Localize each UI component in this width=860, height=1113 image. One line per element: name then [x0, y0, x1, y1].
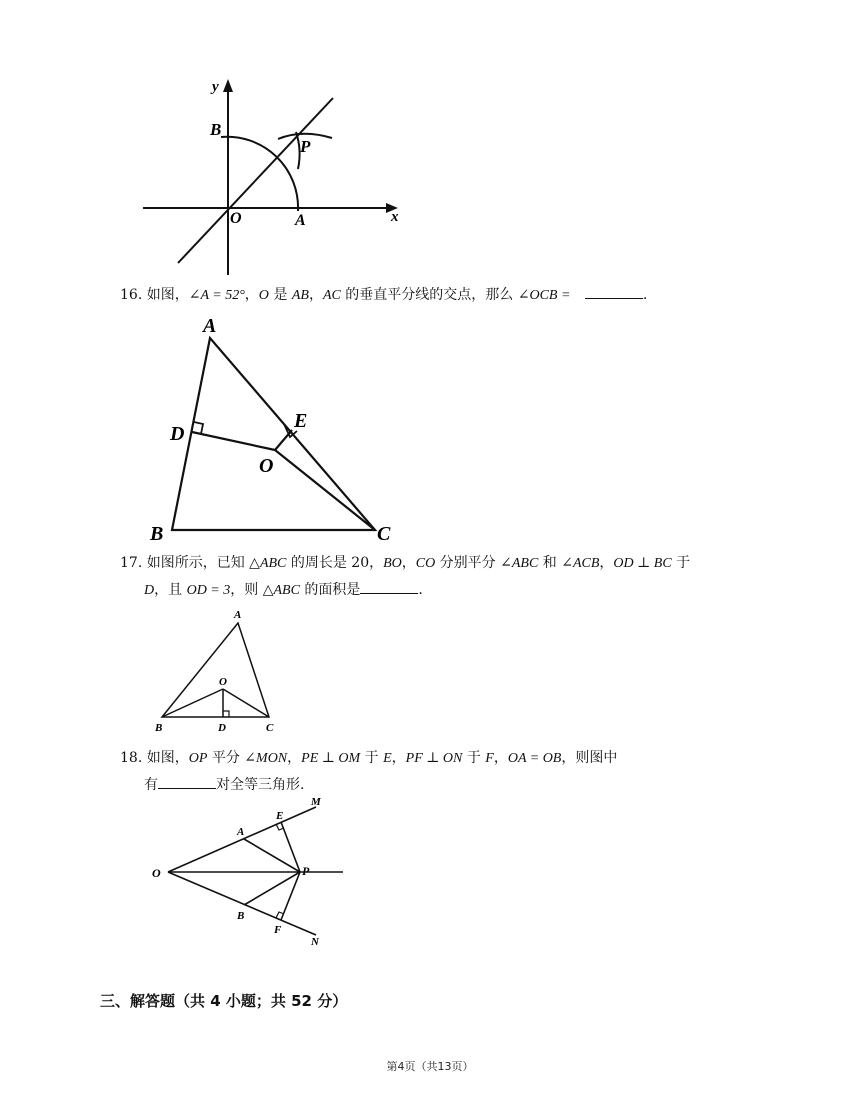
figure-18-angle-bisector [148, 795, 358, 950]
text: 平分 [207, 750, 245, 766]
segment-BP [244, 872, 300, 905]
segment-DO [192, 432, 275, 450]
text: 于 [360, 750, 384, 766]
text: 的面积是 [299, 582, 361, 598]
text: 对全等三角形. [216, 777, 305, 793]
math: PE ⊥ OM [301, 751, 361, 766]
segment-EO [275, 430, 292, 450]
label-O: O [219, 676, 227, 688]
text: 的垂直平分线的交点，那么 [340, 287, 518, 303]
label-B: B [237, 910, 245, 922]
text: 是 [268, 287, 292, 303]
math: BO [383, 556, 402, 571]
math: D [144, 583, 155, 598]
segment-BO [162, 689, 223, 717]
text: . [642, 287, 648, 303]
label-A: A [203, 315, 217, 337]
label-O: O [230, 210, 242, 227]
math: ∠ABC [500, 556, 539, 571]
math: △ABC [249, 556, 287, 571]
label-E: E [276, 810, 284, 822]
answer-blank[interactable] [158, 773, 216, 789]
label-E: E [294, 410, 308, 432]
label-A: A [295, 212, 306, 229]
text: 于 [462, 750, 486, 766]
question-number: 16. [120, 287, 143, 303]
text: 如图所示，已知 [146, 555, 250, 571]
math: OD ⊥ BC [613, 556, 672, 571]
text: 有 [144, 777, 158, 793]
right-angle-D [223, 711, 229, 717]
label-O: O [152, 866, 161, 880]
text: 于 [671, 555, 691, 571]
question-number: 17. [120, 555, 143, 571]
label-P: P [302, 864, 310, 878]
label-x: x [391, 209, 399, 225]
page-footer: 第4页（共13页） [386, 1060, 474, 1073]
math: ∠A = 52° [188, 288, 245, 303]
math: CO [415, 556, 436, 571]
math: ∠MON [244, 751, 288, 766]
text: 如图， [146, 287, 189, 303]
text: 分别平分 [435, 555, 501, 571]
label-A: A [234, 609, 242, 621]
text: ， [244, 287, 259, 303]
answer-blank[interactable] [585, 283, 643, 299]
math: △ABC [262, 583, 300, 598]
ray-ON [168, 872, 316, 935]
question-17 [120, 550, 690, 604]
section-heading: 三、解答题（共 4 小题；共 52 分） [100, 992, 348, 1010]
text: ， [493, 750, 508, 766]
label-B: B [155, 722, 163, 734]
math: PF ⊥ ON [405, 751, 463, 766]
text: ，且 [154, 582, 187, 598]
text: ， [599, 555, 614, 571]
label-A: A [237, 826, 245, 838]
label-C: C [377, 523, 391, 545]
math: F [485, 751, 494, 766]
label-D: D [170, 423, 185, 445]
text: ，则 [230, 582, 263, 598]
label-y: y [212, 79, 219, 95]
segment-CO [223, 689, 269, 717]
math: ∠OCB = [517, 288, 571, 303]
text: . [418, 582, 423, 598]
segment-OC [275, 450, 375, 530]
figure-17-triangle [148, 605, 298, 735]
math: OP [188, 751, 208, 766]
math: E [383, 751, 392, 766]
label-O: O [259, 455, 274, 477]
question-18 [120, 745, 617, 798]
bisector-line [178, 98, 333, 263]
segment-EP [281, 822, 300, 872]
label-B: B [150, 523, 164, 545]
question-number: 18. [120, 750, 143, 766]
text: ， [391, 750, 406, 766]
text: ， [308, 287, 323, 303]
label-M: M [311, 796, 321, 808]
segment-FP [281, 872, 300, 920]
figure-axes-construction [140, 75, 410, 280]
text: 和 [538, 555, 562, 571]
text: ， [287, 750, 302, 766]
ray-OM [168, 807, 316, 872]
text: 的周长是 20， [286, 555, 384, 571]
text: ， [401, 555, 416, 571]
math: ∠ACB [561, 556, 600, 571]
question-16 [120, 282, 647, 309]
label-C: C [266, 722, 274, 734]
label-P: P [300, 137, 311, 156]
answer-blank[interactable] [360, 578, 418, 594]
figure-16-triangle [145, 310, 405, 550]
label-D: D [218, 722, 226, 734]
label-F: F [274, 924, 282, 936]
math: OD = 3 [186, 583, 231, 598]
y-axis-arrow [223, 79, 233, 92]
segment-AP [244, 839, 300, 872]
triangle-ABC [162, 623, 269, 717]
math: AC [322, 288, 341, 303]
text: ，则图中 [561, 750, 618, 766]
math: O [258, 288, 269, 303]
math: OA = OB [507, 751, 562, 766]
math: AB [291, 288, 309, 303]
label-N: N [311, 936, 319, 948]
label-B: B [210, 120, 222, 139]
text: 如图， [146, 750, 189, 766]
